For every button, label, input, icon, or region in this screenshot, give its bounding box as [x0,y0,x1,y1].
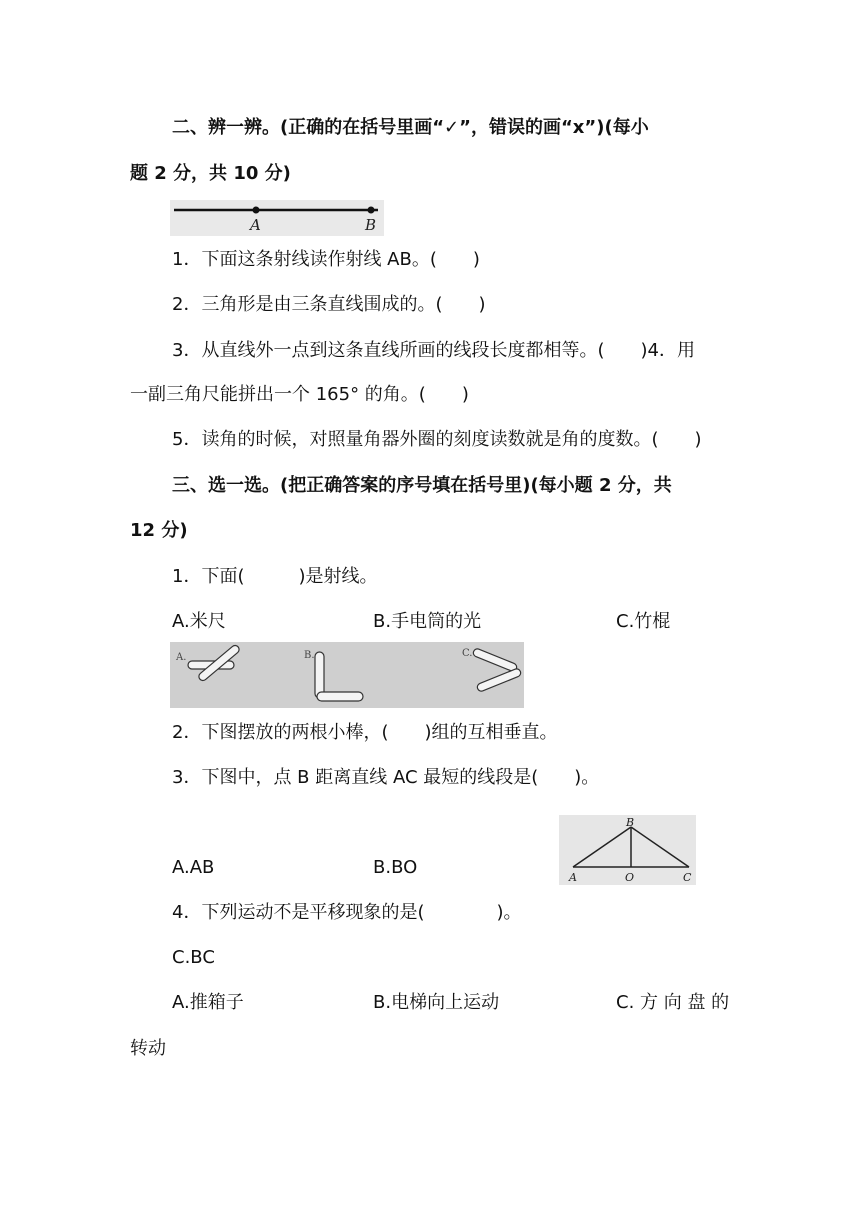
ray-ab-figure [170,200,384,236]
s3-q1-option-a: A.米尺 [172,611,226,632]
sticks-figure [170,642,524,708]
s3-q4-option-a: A.推箱子 [172,992,244,1013]
s3-q4-option-c-part2: 转动 [130,1038,166,1059]
triangle-figure [559,815,696,885]
point-a [253,207,260,214]
section3-title-line2: 12 分) [130,520,188,541]
s2-q3-line1: 3．从直线外一点到这条直线所画的线段长度都相等。( )4．用 [172,340,695,361]
s3-q3: 3．下图中，点 B 距离直线 AC 最短的线段是( )。 [172,767,600,788]
s3-q4-option-b: B.电梯向上运动 [373,992,500,1013]
label-b: B [365,216,377,234]
s3-q4: 4．下列运动不是平移现象的是( )。 [172,902,522,923]
s2-q3-line2: 一副三角尺能拼出一个 165° 的角。( ) [130,384,469,405]
sticks-label-a: A. [176,652,187,663]
tri-label-o: O [625,871,635,884]
tri-label-c: C [683,871,692,884]
section2-title-line1: 二、辨一辨。(正确的在括号里画“✓”，错误的画“x”)(每小 [172,117,649,138]
s3-q1-option-c: C.竹棍 [616,611,671,632]
tri-label-a: A [569,871,577,884]
point-b [368,207,375,214]
label-a: A [250,216,261,234]
s3-q1: 1．下面( )是射线。 [172,566,378,587]
s2-q2: 2．三角形是由三条直线围成的。( ) [172,294,486,315]
s3-q3-option-a: A.AB [172,857,215,878]
sticks-label-b: B. [304,650,315,661]
s3-q3-option-c: C.BC [172,947,215,968]
s3-q1-option-b: B.手电筒的光 [373,611,482,632]
s3-q3-option-b: B.BO [373,857,418,878]
tri-label-b: B [626,816,635,829]
s2-q1: 1．下面这条射线读作射线 AB。( ) [172,249,480,270]
section2-title-line2: 题 2 分，共 10 分) [130,163,291,184]
section3-title-line1: 三、选一选。(把正确答案的序号填在括号里)(每小题 2 分，共 [172,475,672,496]
sticks-label-c: C. [462,648,473,659]
s2-q5: 5．读角的时候，对照量角器外圈的刻度读数就是角的度数。( ) [172,429,702,450]
s3-q4-option-c-part1: C. 方 向 盘 的 [616,992,730,1013]
s3-q2: 2．下图摆放的两根小棒，( )组的互相垂直。 [172,722,558,743]
